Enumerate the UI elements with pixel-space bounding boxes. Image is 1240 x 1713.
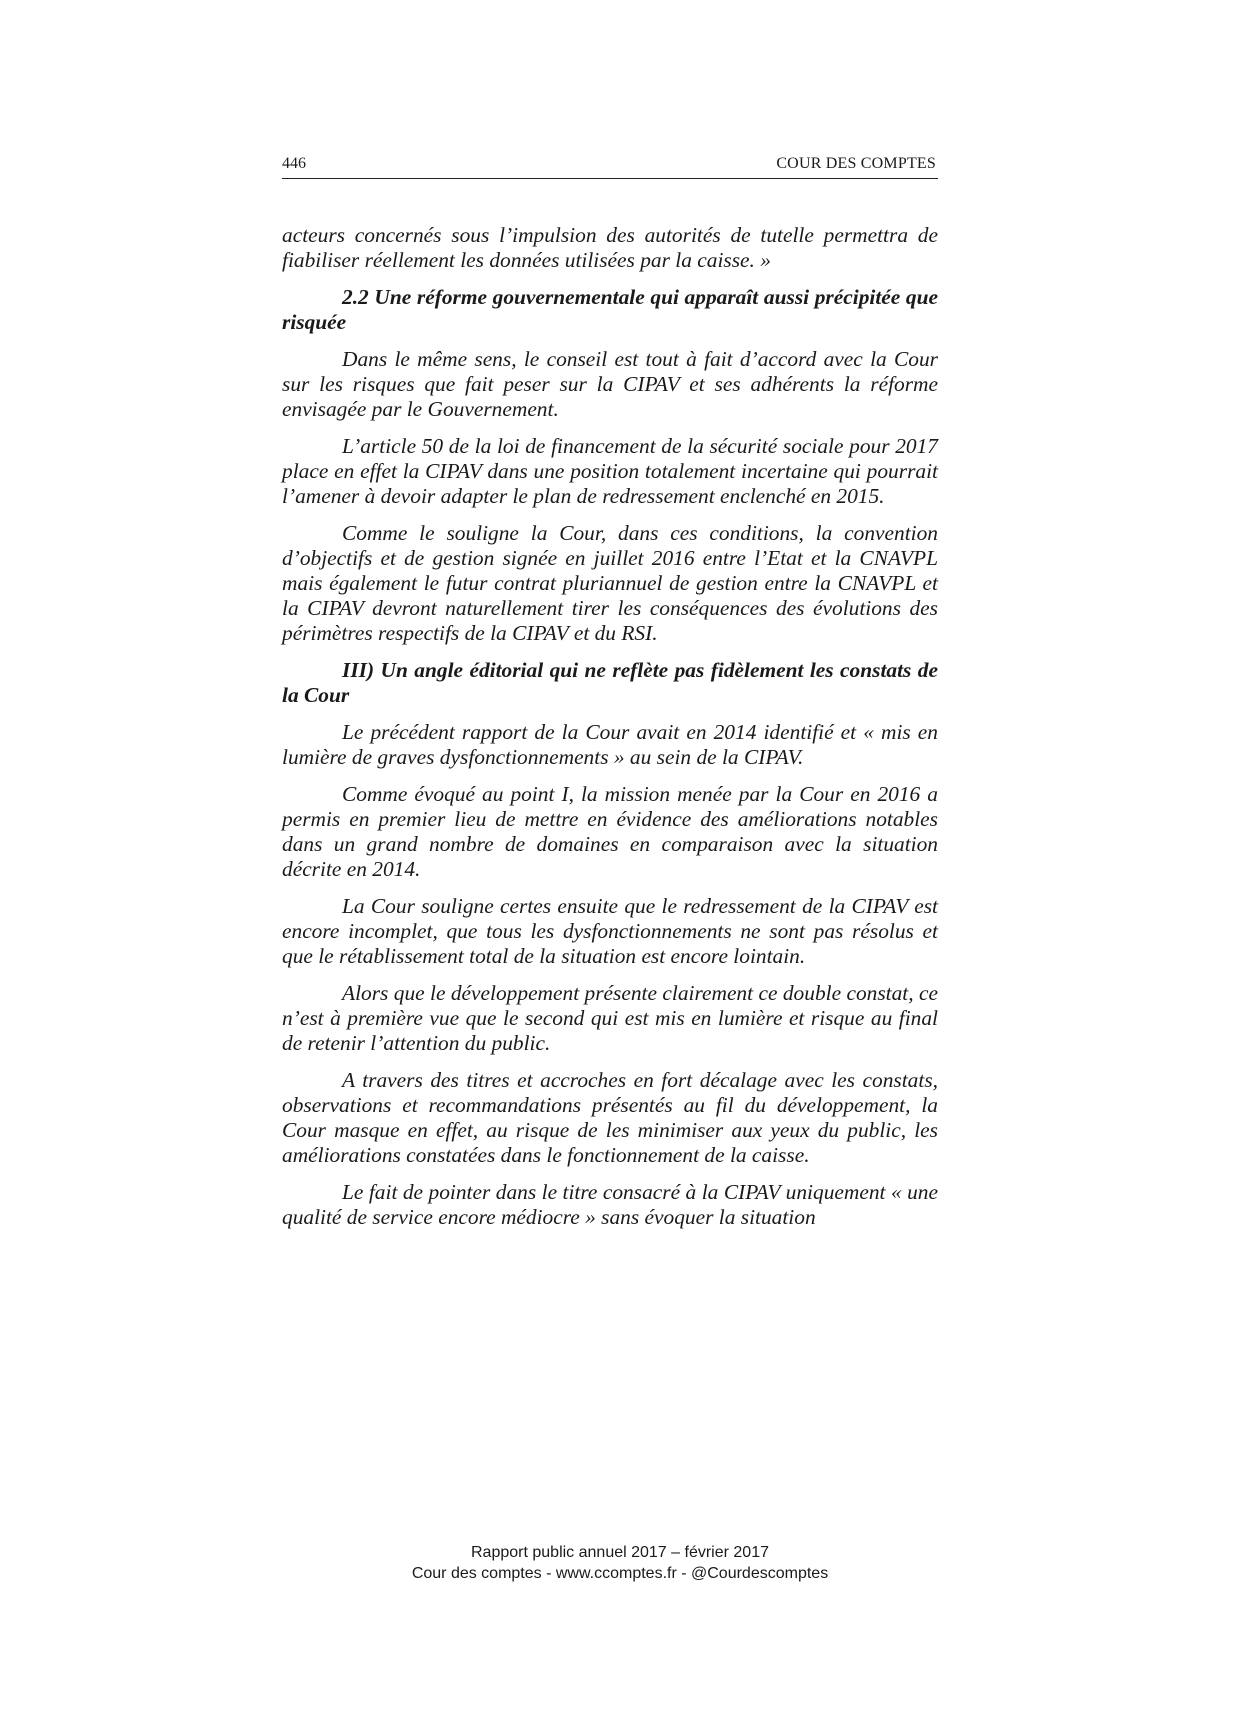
running-header (282, 152, 938, 179)
footer-publisher-line: Cour des comptes - www.ccomptes.fr - @Courdescomptes (411, 1565, 829, 1582)
section-heading-2-2: 2.2 Une réforme gouvernementale qui apparaît aussi précipitée que risquée (282, 285, 938, 334)
paragraph: Le fait de pointer dans le titre consacré à la CIPAV uniquement « une qualité de service encore médiocre » sans évoquer la situation (282, 1180, 938, 1229)
paragraph: La Cour souligne certes ensuite que le redressement de la CIPAV est encore incomplet, que tous les dysfonctionnements ne sont pas résolus et que le rétablissement total de la situation est encore lointain. (282, 894, 938, 968)
section-heading-3: III) Un angle éditorial qui ne reflète pas fidèlement les constats de la Cour (282, 658, 938, 707)
paragraph: A travers des titres et accroches en fort décalage avec les constats, observations et recommandations présentés au fil du développement, la Cour masque en effet, au risque de les minimiser aux yeux du public, les améliorations constatées dans le fonctionnement de la caisse. (282, 1068, 938, 1167)
page-footer (0, 1542, 1240, 1584)
continued-paragraph: acteurs concernés sous l’impulsion des autorités de tutelle permettra de fiabiliser réellement les données utilisées par la caisse. » (282, 223, 938, 272)
paragraph: L’article 50 de la loi de financement de la sécurité sociale pour 2017 place en effet la CIPAV dans une position totalement incertaine qui pourrait l’amener à devoir adapter le plan de redressement enclenché en 2015. (282, 434, 938, 508)
page-number: 446 (282, 155, 306, 172)
paragraph: Comme le souligne la Cour, dans ces conditions, la convention d’objectifs et de gestion signée en juillet 2016 entre l’Etat et la CNAVPL mais également le futur contrat pluriannuel de gestion entre la CNAVPL et la CIPAV devront naturellement tirer les conséquences des évolutions des périmètres respectifs de la CIPAV et du RSI. (282, 521, 938, 645)
body-text (282, 223, 938, 1242)
footer-report-line: Rapport public annuel 2017 – février 2017 (471, 1544, 769, 1561)
paragraph: Alors que le développement présente clairement ce double constat, ce n’est à première vue que le second qui est mis en lumière et risque au final de retenir l’attention du public. (282, 981, 938, 1055)
paragraph: Le précédent rapport de la Cour avait en 2014 identifié et « mis en lumière de graves dysfonctionnements » au sein de la CIPAV. (282, 720, 938, 769)
paragraph: Comme évoqué au point I, la mission menée par la Cour en 2016 a permis en premier lieu de mettre en évidence des améliorations notables dans un grand nombre de domaines en comparaison avec la situation décrite en 2014. (282, 782, 938, 881)
paragraph: Dans le même sens, le conseil est tout à fait d’accord avec la Cour sur les risques que fait peser sur la CIPAV et ses adhérents la réforme envisagée par le Gouvernement. (282, 347, 938, 421)
journal-title: COUR DES COMPTES (776, 155, 936, 172)
